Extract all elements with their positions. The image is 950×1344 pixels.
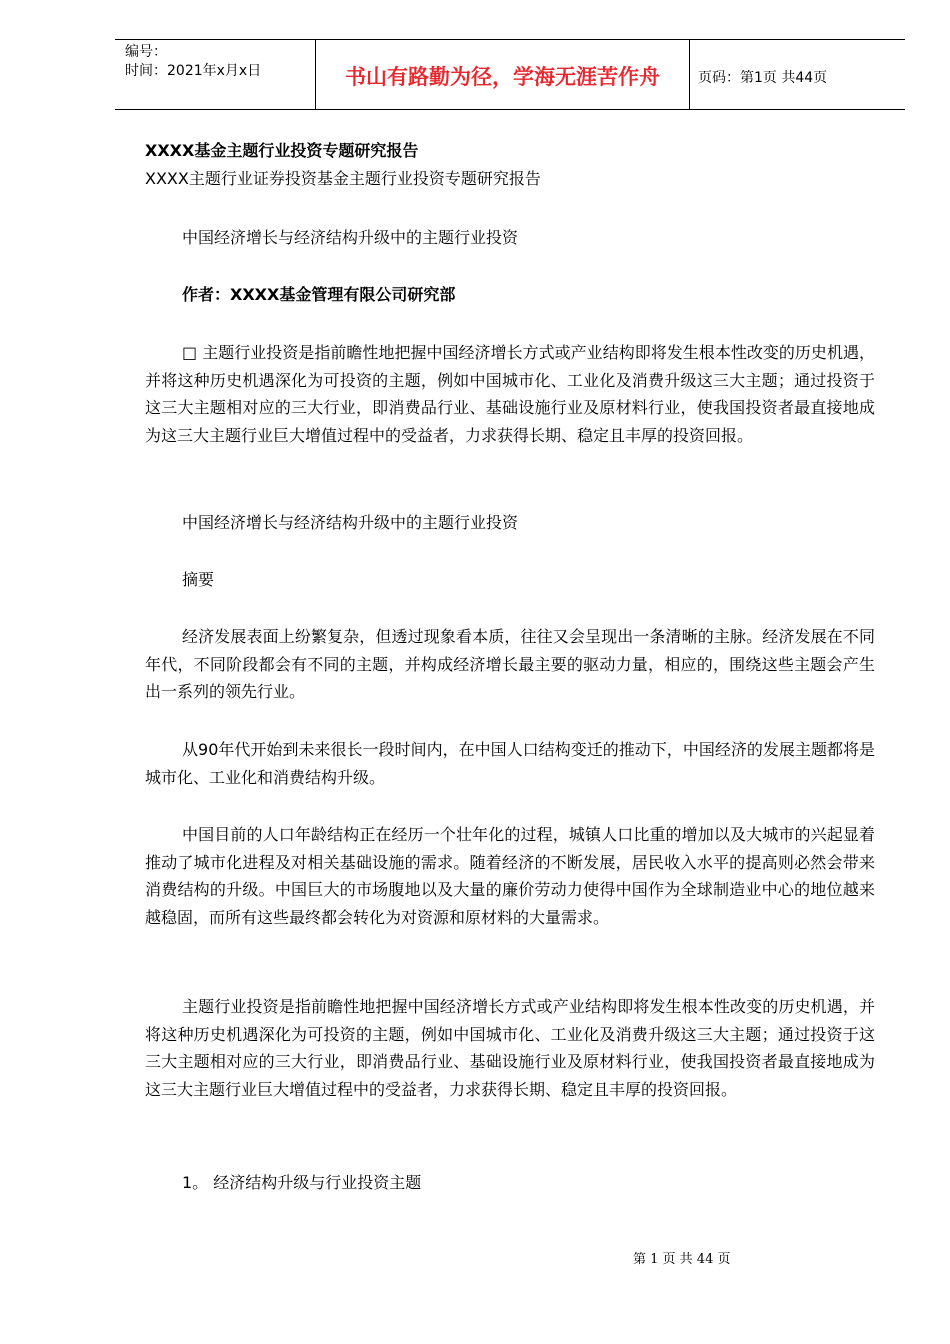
body-paragraph: 中国目前的人口年龄结构正在经历一个壮年化的过程，城镇人口比重的增加以及大城市的兴起显着推动了城市化进程及对相关基础设施的需求。随着经济的不断发展，居民收入水平的提高则必然会带来消费结构的升级。中国巨大的市场腹地以及大量的廉价劳动力使得中国作为全球制造业中心的地位越来越稳固，而所有这些最终都会转化为对资源和原材料的大量需求。: [145, 825, 875, 927]
body-paragraph: 经济发展表面上纷繁复杂，但透过现象看本质，往往又会呈现出一条清晰的主脉。经济发展在不同年代，不同阶段都会有不同的主题，并构成经济增长最主要的驱动力量，相应的，围绕这些主题会产生出一系列的领先行业。: [145, 627, 875, 701]
body-paragraph: 从90年代开始到未来很长一段时间内，在中国人口结构变迁的推动下，中国经济的发展主题都将是城市化、工业化和消费结构升级。: [145, 740, 875, 787]
abstract-label: 摘要: [182, 570, 215, 589]
header-page-info: 页码：第1页 共44页: [698, 70, 828, 86]
body-paragraph: 主题行业投资是指前瞻性地把握中国经济增长方式或产业结构即将发生根本性改变的历史机遇，并将这种历史机遇深化为可投资的主题，例如中国城市化、工业化及消费升级这三大主题；通过投资于这三大主题相对应的三大行业，即消费品行业、基础设施行业及原材料行业，使我国投资者最直接地成为这三大主题行业巨大增值过程中的受益者，力求获得长期、稳定且丰厚的投资回报。: [145, 997, 875, 1099]
header-meta: [125, 43, 261, 81]
section-heading: 中国经济增长与经济结构升级中的主题行业投资: [182, 513, 519, 532]
section-1-heading: 1。 经济结构升级与行业投资主题: [182, 1173, 422, 1192]
intro-paragraph: □ 主题行业投资是指前瞻性地把握中国经济增长方式或产业结构即将发生根本性改变的历史机遇，并将这种历史机遇深化为可投资的主题，例如中国城市化、工业化及消费升级这三大主题；通过投资于这三大主题相对应的三大行业，即消费品行业、基础设施行业及原材料行业，使我国投资者最直接地成为这三大主题行业巨大增值过程中的受益者，力求获得长期、稳定且丰厚的投资回报。: [145, 343, 875, 445]
header-table: [115, 39, 905, 110]
header-motto: 书山有路勤为径，学海无涯苦作舟: [345, 65, 660, 89]
time-label: 时间：2021年x月x日: [125, 63, 262, 79]
page-footer: 第 1 页 共 44 页: [633, 1252, 731, 1267]
document-subtitle: XXXX主题行业证券投资基金主题行业投资专题研究报告: [145, 169, 541, 188]
document-title: XXXX基金主题行业投资专题研究报告: [145, 141, 419, 160]
header-divider: [689, 40, 690, 109]
section-heading: 中国经济增长与经济结构升级中的主题行业投资: [182, 228, 519, 247]
number-label: 编号：: [125, 44, 167, 60]
author-line: 作者：XXXX基金管理有限公司研究部: [182, 285, 456, 304]
